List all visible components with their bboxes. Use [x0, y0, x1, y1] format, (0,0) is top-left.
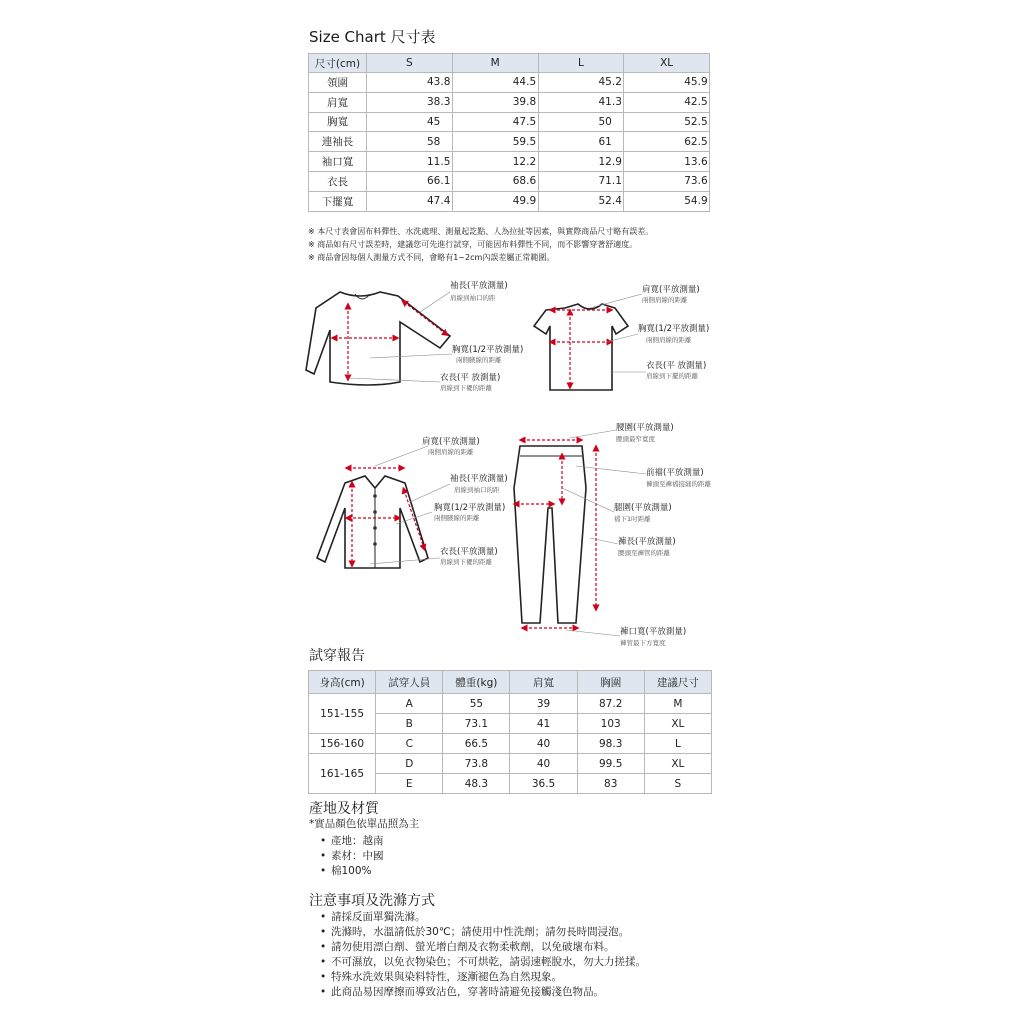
- size-value: 71.1: [538, 171, 624, 191]
- column-header: XL: [624, 54, 710, 73]
- raglan-length-sub: 肩線到下襬的距離: [440, 384, 492, 392]
- care-title: 注意事項及洗滌方式: [309, 893, 435, 909]
- size-value: 52.5: [624, 112, 710, 132]
- raglan-chest-sub: 兩側腋線的距離: [456, 356, 502, 364]
- tshirt-outline: [534, 304, 628, 390]
- fit-chest: 87.2: [577, 694, 644, 714]
- fit-weight: 55: [443, 694, 510, 714]
- size-value: 45.2: [538, 73, 624, 93]
- table-row: [309, 694, 712, 714]
- measurement-label: 連袖長: [309, 132, 367, 152]
- size-value: 59.5: [452, 132, 538, 152]
- shirt-length-label: 衣長(平放測量): [440, 547, 498, 557]
- height-range: 161-165: [309, 754, 376, 794]
- raglan-shirt-outline: [306, 292, 450, 385]
- shirt-shoulder-sub: 兩側肩線的距離: [428, 448, 474, 456]
- size-notes: [308, 225, 653, 264]
- fit-weight: 48.3: [443, 774, 510, 794]
- note-line: ※ 商品如有尺寸誤差時，建議您可先進行試穿，可能因布料彈性不同，而不影響穿著舒適度。: [308, 240, 638, 249]
- shirt-length-sub: 肩線到下襬的距離: [440, 558, 492, 566]
- fit-id: E: [376, 774, 443, 794]
- size-value: 45: [367, 112, 453, 132]
- fit-weight: 73.8: [443, 754, 510, 774]
- size-chart-row: [309, 191, 710, 211]
- pants-hem-sub: 褲管最下方寬度: [620, 639, 666, 647]
- list-item: • 此商品易因摩擦而導致沾色，穿著時請避免接觸淺色物品。: [331, 985, 646, 1000]
- size-value: 61: [538, 132, 624, 152]
- pants-thigh-label: 腿圍(平放測量): [614, 503, 672, 513]
- fit-chest: 99.5: [577, 754, 644, 774]
- pants-outline: [514, 446, 586, 623]
- size-value: 11.5: [367, 152, 453, 172]
- size-chart-row: [309, 73, 710, 93]
- care-list: [311, 910, 646, 1000]
- shirt-shoulder-label: 肩寬(平放測量): [422, 437, 480, 447]
- fit-chest: 103: [577, 714, 644, 734]
- list-item: • 請採反面單獨洗滌。: [331, 910, 646, 925]
- size-chart-header-row: [309, 54, 710, 73]
- fit-chest: 98.3: [577, 734, 644, 754]
- size-value: 62.5: [624, 132, 710, 152]
- column-header: S: [367, 54, 453, 73]
- measurement-label: 胸寬: [309, 112, 367, 132]
- column-header: M: [452, 54, 538, 73]
- size-value: 44.5: [452, 73, 538, 93]
- origin-list: [311, 834, 384, 879]
- size-value: 49.9: [452, 191, 538, 211]
- note-line: ※ 商品會因每個人測量方式不同，會略有1~2cm內誤差屬正常範圍。: [308, 253, 555, 262]
- fit-size: XL: [644, 754, 711, 774]
- list-item: • 不可濕放，以免衣物染色；不可烘乾，請弱速輕脫水，勿大力搓揉。: [331, 955, 646, 970]
- origin-title: 產地及材質: [309, 801, 379, 817]
- size-value: 45.9: [624, 73, 710, 93]
- tshirt-length-sub: 肩線到下擺的距離: [646, 372, 698, 380]
- pants-rise-label: 前襠(平放測量): [646, 468, 704, 478]
- pants-waist-label: 腰圍(平放測量): [616, 423, 674, 433]
- fit-chest: 83: [577, 774, 644, 794]
- size-value: 73.6: [624, 171, 710, 191]
- size-value: 43.8: [367, 73, 453, 93]
- column-header: 尺寸(cm): [309, 54, 367, 73]
- shirt-sleeve-label: 袖長(平放測量): [450, 474, 508, 484]
- fit-shoulder: 41: [510, 714, 577, 734]
- tshirt-shoulder-sub: 兩側肩線的距離: [642, 296, 688, 304]
- shirt-chest-label: 胸寬(1/2平放測量): [434, 503, 506, 513]
- fit-id: B: [376, 714, 443, 734]
- measurement-label: 肩寬: [309, 92, 367, 112]
- size-value: 58: [367, 132, 453, 152]
- pants-rise-sub: 褲頭至褲襠接縫的距離: [646, 480, 711, 488]
- tshirt-chest-label: 胸寬(1/2平放測量): [638, 324, 710, 334]
- shirt-sleeve-sub: 肩線到袖口的距: [454, 486, 500, 494]
- list-item: • 產地：越南: [331, 834, 384, 849]
- shirt-chest-sub: 兩側腋線的距離: [434, 514, 480, 522]
- size-chart-title: Size Chart 尺寸表: [309, 28, 436, 46]
- button-shirt-outline: [317, 476, 428, 568]
- fit-shoulder: 40: [510, 754, 577, 774]
- size-value: 54.9: [624, 191, 710, 211]
- size-value: 68.6: [452, 171, 538, 191]
- column-header: 肩寬: [510, 671, 577, 694]
- fit-id: A: [376, 694, 443, 714]
- size-value: 39.8: [452, 92, 538, 112]
- height-range: 151-155: [309, 694, 376, 734]
- fit-report-title: 試穿報告: [309, 648, 365, 664]
- size-chart-row: [309, 132, 710, 152]
- measurement-label: 下擺寬: [309, 191, 367, 211]
- height-range: 156-160: [309, 734, 376, 754]
- size-value: 50: [538, 112, 624, 132]
- pants-length-label: 褲長(平放測量): [618, 537, 676, 547]
- fit-shoulder: 36.5: [510, 774, 577, 794]
- size-chart-row: [309, 112, 710, 132]
- size-value: 38.3: [367, 92, 453, 112]
- raglan-length-label: 衣長(平 放測量): [440, 373, 501, 383]
- pants-waist-sub: 腰頭最窄寬度: [616, 435, 655, 443]
- fit-size: M: [644, 694, 711, 714]
- size-value: 13.6: [624, 152, 710, 172]
- pants-length-sub: 腰頭至褲管的距離: [618, 549, 670, 557]
- table-row: [309, 734, 712, 754]
- fit-size: XL: [644, 714, 711, 734]
- fit-size: S: [644, 774, 711, 794]
- raglan-sleeve-sub: 肩線到袖口的距: [450, 294, 496, 302]
- list-item: • 特殊水洗效果與染料特性，逐漸褪色為自然現象。: [331, 970, 646, 985]
- size-value: 47.5: [452, 112, 538, 132]
- list-item: • 素材：中國: [331, 849, 384, 864]
- fit-size: L: [644, 734, 711, 754]
- pants-hem-label: 褲口寬(平放測量): [620, 627, 687, 637]
- raglan-chest-label: 胸寬(1/2平放測量): [452, 345, 524, 355]
- fit-weight: 73.1: [443, 714, 510, 734]
- size-chart-row: [309, 92, 710, 112]
- column-header: 試穿人員: [376, 671, 443, 694]
- measurement-diagram: [300, 278, 720, 648]
- list-item: • 棉100%: [331, 864, 384, 879]
- fit-id: C: [376, 734, 443, 754]
- table-row: [309, 754, 712, 774]
- fit-shoulder: 40: [510, 734, 577, 754]
- fit-id: D: [376, 754, 443, 774]
- column-header: 體重(kg): [443, 671, 510, 694]
- raglan-sleeve-label: 袖長(平放測量): [450, 281, 508, 291]
- pants-thigh-sub: 襠下1吋距離: [614, 515, 651, 523]
- list-item: • 洗滌時，水溫請低於30℃；請使用中性洗劑；請勿長時間浸泡。: [331, 925, 646, 940]
- column-header: 身高(cm): [309, 671, 376, 694]
- size-value: 52.4: [538, 191, 624, 211]
- column-header: L: [538, 54, 624, 73]
- size-value: 42.5: [624, 92, 710, 112]
- measurement-label: 袖口寬: [309, 152, 367, 172]
- column-header: 建議尺寸: [644, 671, 711, 694]
- size-value: 66.1: [367, 171, 453, 191]
- tshirt-shoulder-label: 肩寬(平放測量): [642, 285, 700, 295]
- fit-report-header-row: [309, 671, 712, 694]
- size-chart-table: [308, 53, 710, 212]
- size-value: 12.2: [452, 152, 538, 172]
- note-line: ※ 本尺寸表會因布料彈性、水洗處理、測量起訖點、人為拉扯等因素，與實際商品尺寸略有誤差。: [308, 227, 654, 236]
- tshirt-length-label: 衣長(平 放測量): [646, 361, 707, 371]
- size-value: 47.4: [367, 191, 453, 211]
- tshirt-chest-sub: 兩側肩線的距離: [646, 336, 692, 344]
- measurement-label: 領圍: [309, 73, 367, 93]
- size-value: 41.3: [538, 92, 624, 112]
- size-chart-row: [309, 171, 710, 191]
- origin-subtitle: *實品顏色依單品照為主: [309, 818, 420, 830]
- fit-report-table: [308, 670, 712, 794]
- size-chart-row: [309, 152, 710, 172]
- size-value: 12.9: [538, 152, 624, 172]
- column-header: 胸圍: [577, 671, 644, 694]
- fit-weight: 66.5: [443, 734, 510, 754]
- fit-shoulder: 39: [510, 694, 577, 714]
- measurement-label: 衣長: [309, 171, 367, 191]
- list-item: • 請勿使用漂白劑、螢光增白劑及衣物柔軟劑，以免破壞布料。: [331, 940, 646, 955]
